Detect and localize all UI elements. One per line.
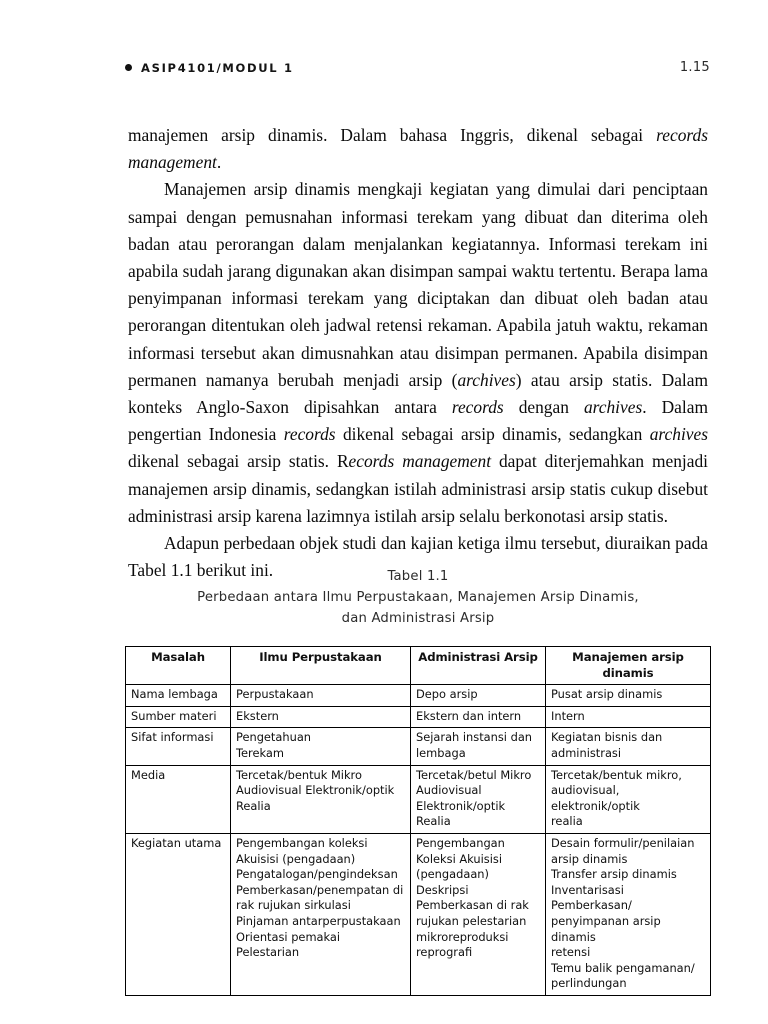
cell-lines [131,709,225,725]
running-header-left [125,61,294,75]
table-cell [231,706,411,728]
table-cell [126,765,231,833]
cell-lines [236,687,405,703]
table-cell [126,706,231,728]
table-column-header: Ilmu Perpustakaan [231,647,411,685]
cell-line: Tercetak/bentuk mikro, [551,767,682,782]
table-column-header: Masalah [126,647,231,685]
cell-line: Terekam [236,745,284,760]
cell-line: Sumber materi [131,708,217,723]
body-text [128,122,708,584]
table-row [126,765,711,833]
table-header [126,647,711,685]
cell-line: audiovisual, elektronik/optik [551,783,640,813]
cell-line: Elektronik/optik [416,798,506,813]
cell-line: Desain formulir/penilaian [551,835,695,850]
table-cell [231,765,411,833]
comparison-table [125,646,711,996]
table-cell [126,685,231,707]
cell-line: Realia [416,814,451,829]
cell-line: Deskripsi [416,882,469,897]
cell-line: Orientasi pemakai [236,929,341,944]
cell-line: Sejarah instansi dan [416,730,533,745]
cell-line: perlindungan [551,976,627,991]
cell-line: Depo arsip [416,687,478,702]
table-cell [546,706,711,728]
table-cell [411,728,546,765]
cell-line: Kegiatan utama [131,835,222,850]
cell-line: (pengadaan) [416,867,489,882]
cell-line: Pemberkasan di rak [416,898,529,913]
cell-line: Audiovisual [416,783,482,798]
table-row [126,685,711,707]
cell-lines [236,709,405,725]
table-body [126,685,711,996]
cell-line: administrasi [551,745,622,760]
cell-line: Temu balik pengamanan/ [551,960,695,975]
cell-line: Pemberkasan/ [551,898,632,913]
cell-lines [551,687,705,703]
cell-lines [551,836,705,992]
cell-lines [416,836,540,961]
table-cell [231,728,411,765]
cell-line: rak rujukan sirkulasi [236,898,351,913]
cell-line: Perpustakaan [236,687,314,702]
caption-line-2: Perbedaan antara Ilmu Perpustakaan, Manajemen Arsip Dinamis, [197,590,639,605]
cell-line: Akuisisi (pengadaan) [236,851,356,866]
cell-lines [236,768,405,815]
cell-line: Pemberkasan/penempatan di [236,882,404,897]
table-cell [231,685,411,707]
cell-line: Pusat arsip dinamis [551,687,663,702]
paragraph-table-intro: Adapun perbedaan objek studi dan kajian ketiga ilmu tersebut, diuraikan pada Tabel 1.1 berikut ini. [128,533,708,581]
cell-lines [131,836,225,852]
caption-line-1: Tabel 1.1 [387,569,449,584]
cell-lines [416,730,540,761]
cell-line: penyimpanan arsip dinamis [551,913,665,944]
cell-line: Pengembangan [416,835,505,850]
cell-line: retensi [551,945,591,960]
cell-line: Inventarisasi [551,882,624,897]
table-cell [411,685,546,707]
paragraph-continuation: manajemen arsip dinamis. Dalam bahasa Inggris, dikenal sebagai records management. [128,125,708,173]
comparison-table-container [125,646,710,996]
page-number-label: 1.15 [679,60,710,75]
cell-line: Media [131,767,166,782]
table-cell [411,833,546,995]
table-header-row [126,647,711,685]
table-row [126,728,711,765]
table-row [126,833,711,995]
cell-line: Intern [551,708,585,723]
caption-line-3: dan Administrasi Arsip [341,611,495,626]
cell-line: Transfer arsip dinamis [551,867,677,882]
cell-line: rujukan pelestarian [416,913,527,928]
cell-lines [416,709,540,725]
table-cell [546,765,711,833]
table-cell [411,765,546,833]
table-cell [126,728,231,765]
paragraph-records-management: Manajemen arsip dinamis mengkaji kegiatan yang dimulai dari penciptaan sampai dengan pemusnahan informasi terekam yang dibuat dan diterima oleh badan atau perorangan dalam menjalankan kegiatannya. Informasi terekam ini apabila sudah jarang digunakan akan disimpan sampai waktu tertentu. Berapa lama penyimpanan informasi terekam yang diciptakan dan dibuat oleh badan atau perorangan ditentukan oleh jadwal retensi rekaman. Apabila jatuh waktu, rekaman informasi tersebut akan dimusnahkan atau disimpan permanen. Apabila disimpan permanen namanya berubah menjadi arsip (archives) atau arsip statis. Dalam konteks Anglo-Saxon dipisahkan antara records dengan archives. Dalam pengertian Indonesia records dikenal sebagai arsip dinamis, sedangkan archives dikenal sebagai arsip statis. Records management dapat diterjemahkan menjadi manajemen arsip dinamis, sedangkan istilah administrasi arsip statis cukup disebut administrasi arsip karena lazimnya istilah arsip selalu berkonotasi arsip statis. [128,179,708,526]
bullet-dot-icon [125,64,132,71]
table-column-header: Administrasi Arsip [411,647,546,685]
table-caption [128,566,708,629]
cell-line: Realia [236,798,271,813]
cell-line: Pelestarian [236,945,300,960]
cell-line: Pinjaman antarperpustakaan [236,913,401,928]
cell-line: Kegiatan bisnis dan [551,730,663,745]
cell-line: Ekstern dan intern [416,708,522,723]
cell-lines [131,768,225,784]
cell-line: Tercetak/bentuk Mikro [236,767,362,782]
cell-lines [131,687,225,703]
cell-line: Audiovisual Elektronik/optik [236,783,395,798]
cell-lines [416,768,540,830]
cell-line: Nama lembaga [131,687,218,702]
table-cell [231,833,411,995]
cell-line: mikroreproduksi [416,929,509,944]
cell-lines [416,687,540,703]
table-cell [411,706,546,728]
table-cell [126,833,231,995]
cell-line: reprografi [416,945,473,960]
cell-line: Ekstern [236,708,279,723]
cell-lines [131,730,225,746]
cell-lines [551,730,705,761]
cell-line: Tercetak/betul Mikro [416,767,532,782]
cell-line: lembaga [416,745,466,760]
cell-line: Sifat informasi [131,730,214,745]
table-cell [546,728,711,765]
table-cell [546,685,711,707]
cell-line: Pengetahuan [236,730,312,745]
table-row [126,706,711,728]
table-cell [546,833,711,995]
cell-lines [236,730,405,761]
cell-line: Pengembangan koleksi [236,835,368,850]
running-header [125,60,710,75]
cell-line: Pengatalogan/pengindeksan [236,867,398,882]
cell-lines [551,709,705,725]
cell-lines [236,836,405,961]
cell-line: realia [551,814,583,829]
cell-line: Koleksi Akuisisi [416,851,502,866]
module-code-label: ASIP4101/MODUL 1 [141,60,294,75]
cell-line: arsip dinamis [551,851,628,866]
table-column-header: Manajemen arsip dinamis [546,647,711,685]
cell-lines [551,768,705,830]
